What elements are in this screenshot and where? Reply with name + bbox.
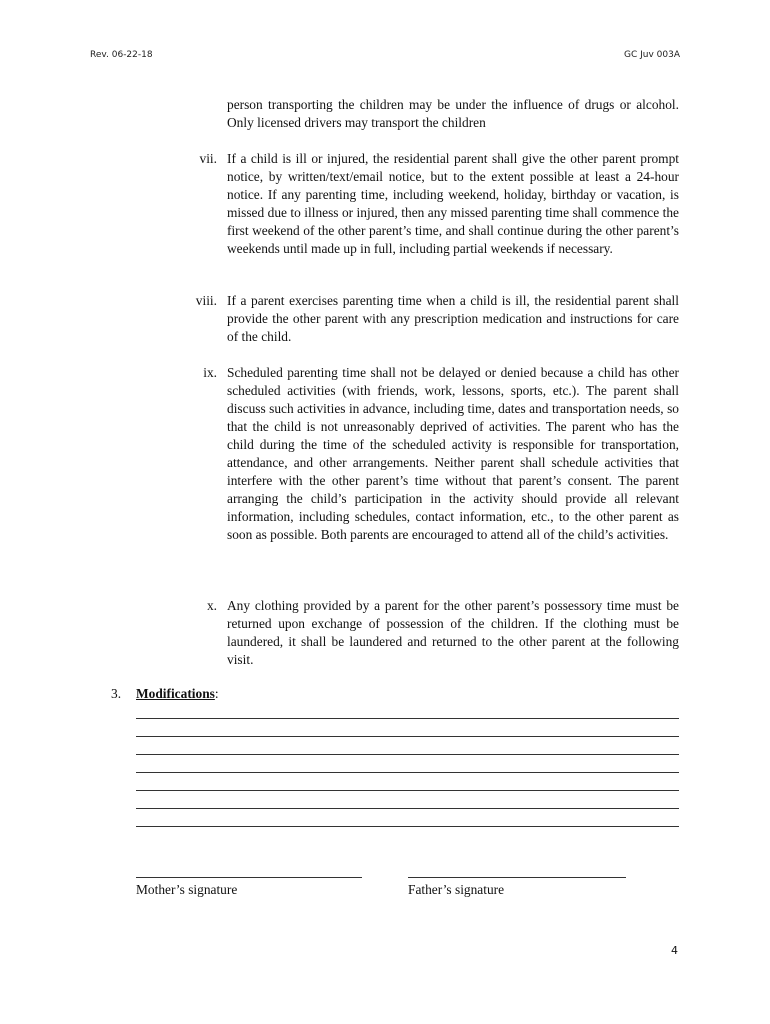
modification-line-4[interactable] [136,772,679,773]
continued-paragraph: person transporting the children may be under the influence of drugs or alcohol. Only licensed drivers may transport the children [227,97,679,130]
item-text-ix: Scheduled parenting time shall not be delayed or denied because a child has other scheduled activities (with friends, work, lessons, sports, etc.). The parent shall discuss such activities in advance, including time, dates and transportation needs, so that the child is not unreasonably deprived of activities. The parent who has the child during the time of the scheduled activity is responsible for transportation, attendance, and other arrangements. Neither parent shall schedule activities that interfere with the other parent’s time without that parent’s consent. The parent arranging the child’s participation in the activity should provide all relevant information, including schedules, contact information, etc., to the other parent as soon as possible. Both parents are encouraged to attend all of the child’s activities. [227,365,679,542]
heading-colon: : [214,686,219,701]
form-id: GC Juv 003A [624,50,680,60]
modification-line-1[interactable] [136,718,679,719]
father-signature-line[interactable] [408,877,626,878]
section-number: 3. [111,686,122,701]
page-number: 4 [671,944,678,957]
mother-signature-line[interactable] [136,877,362,878]
revision-date: Rev. 06-22-18 [90,50,153,60]
modification-line-7[interactable] [136,826,679,827]
modification-line-6[interactable] [136,808,679,809]
item-numeral-x: x. [206,598,217,613]
item-numeral-ix: ix. [203,365,217,380]
father-signature-label: Father’s signature [408,882,505,897]
modification-line-3[interactable] [136,754,679,755]
section-title [136,686,219,702]
mother-signature-label: Mother’s signature [136,882,238,897]
modification-line-5[interactable] [136,790,679,791]
modifications-heading: Modifications [136,686,215,701]
item-text-viii: If a parent exercises parenting time when a child is ill, the residential parent shall provide the other parent with any prescription medication and instructions for care of the child. [227,293,679,344]
item-text-vii: If a child is ill or injured, the residential parent shall give the other parent prompt notice, by written/text/email notice, but to the extent possible at least a 24-hour notice. If any parenting time, including weekend, holiday, birthday or vacation, is missed due to illness or injured, then any missed parenting time shall commence the first weekend of the other parent’s time, and shall continue during the other parent’s weekends until made up in full, including partial weekends if necessary. [227,151,679,256]
item-numeral-viii: viii. [195,293,217,308]
item-numeral-vii: vii. [199,151,217,166]
item-text-x: Any clothing provided by a parent for the other parent’s possessory time must be returned upon exchange of possession of the children. If the clothing must be laundered, it shall be laundered and returned to the other parent at the following visit. [227,598,679,667]
modification-line-2[interactable] [136,736,679,737]
